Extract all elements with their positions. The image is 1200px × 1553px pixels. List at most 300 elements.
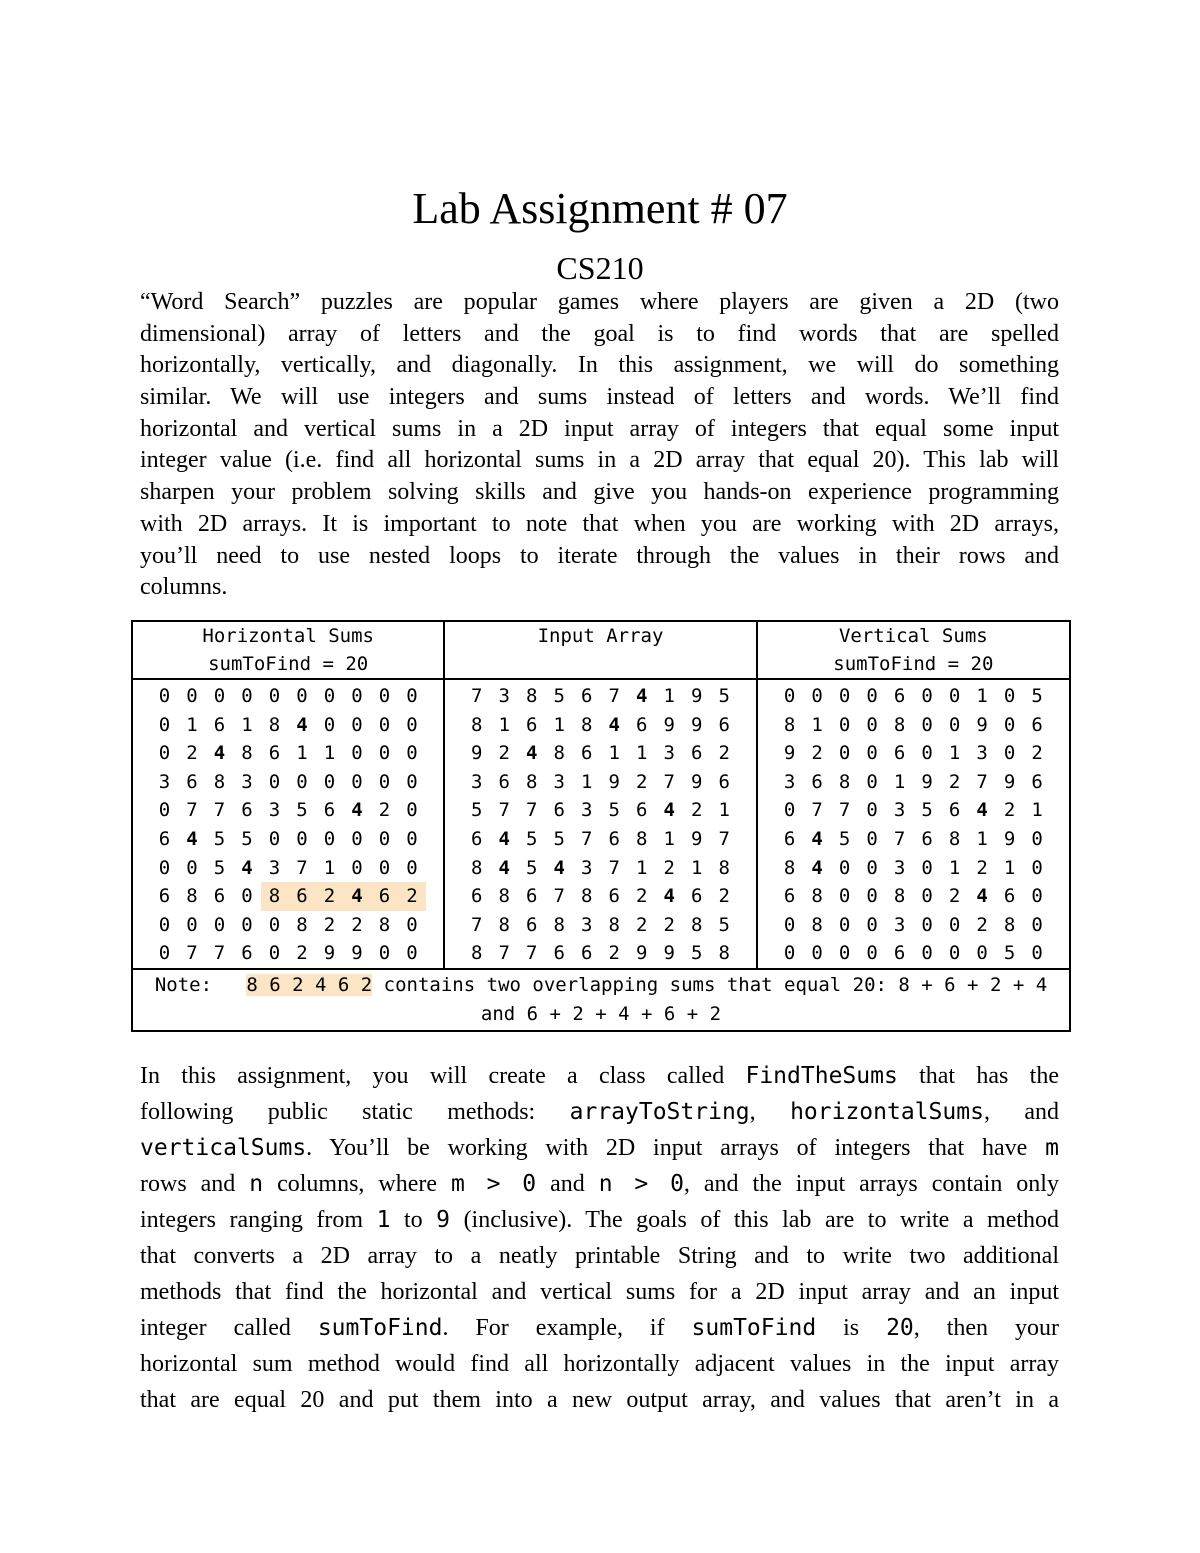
matrix-cell: 6 bbox=[213, 713, 226, 736]
matrix-cell: 2 bbox=[718, 742, 730, 765]
header-horizontal bbox=[132, 621, 444, 679]
code-var: m bbox=[1045, 1135, 1059, 1161]
matrix-cell: 2 bbox=[1031, 742, 1043, 765]
matrix-cell: 4 bbox=[608, 713, 620, 736]
matrix-cell: 0 bbox=[838, 913, 851, 936]
matrix-cell: 0 bbox=[241, 685, 253, 707]
matrix-cell: 6 bbox=[608, 885, 620, 908]
matrix-cell: 2 bbox=[323, 913, 336, 936]
note-text: contains two overlapping sums that equal 20: 8 + 6 + 2 + 4 and 6 + 2 + 4 + 6 + 2 bbox=[372, 973, 1048, 1025]
matrix-cell: 0 bbox=[378, 827, 391, 850]
matrix-cell: 0 bbox=[268, 827, 281, 850]
matrix-cell: 4 bbox=[343, 882, 371, 911]
matrix-cell: 0 bbox=[866, 856, 878, 879]
matrix-cell: 2 bbox=[663, 913, 675, 936]
matrix-cell: 0 bbox=[406, 913, 418, 936]
matrix-cell: 1 bbox=[691, 856, 703, 879]
matrix-cell: 0 bbox=[323, 685, 336, 707]
sums-table bbox=[131, 620, 1071, 1032]
matrix-cell: 2 bbox=[636, 770, 648, 793]
matrix-row bbox=[133, 682, 443, 711]
matrix-cell: 0 bbox=[866, 713, 878, 736]
matrix-cell: 0 bbox=[1031, 856, 1043, 879]
vertical-sums-matrix bbox=[757, 679, 1070, 969]
matrix-cell: 0 bbox=[811, 685, 823, 707]
matrix-cell: 9 bbox=[1003, 827, 1016, 850]
matrix-cell: 8 bbox=[581, 713, 593, 736]
matrix-cell: 8 bbox=[783, 856, 796, 879]
matrix-cell: 6 bbox=[498, 770, 510, 793]
matrix-cell: 1 bbox=[976, 685, 988, 707]
matrix-cell: 6 bbox=[1003, 885, 1016, 908]
matrix-cell: 4 bbox=[976, 885, 988, 908]
matrix-row bbox=[445, 711, 755, 740]
matrix-cell: 7 bbox=[608, 685, 620, 707]
matrix-cell: 6 bbox=[288, 882, 316, 911]
matrix-cell: 0 bbox=[838, 685, 851, 707]
code-literal: 20 bbox=[886, 1315, 914, 1341]
matrix-cell: 0 bbox=[838, 942, 851, 965]
note-prefix: Note: bbox=[154, 973, 213, 996]
matrix-cell: 0 bbox=[866, 827, 878, 850]
matrix-cell: 0 bbox=[378, 942, 391, 965]
matrix-cell: 4 bbox=[976, 799, 988, 822]
matrix-cell: 0 bbox=[921, 742, 933, 765]
matrix-cell: 7 bbox=[976, 770, 988, 793]
matrix-cell: 6 bbox=[636, 713, 648, 736]
matrix-cell: 6 bbox=[1031, 713, 1043, 736]
matrix-cell: 1 bbox=[948, 856, 961, 879]
matrix-cell: 1 bbox=[948, 742, 961, 765]
matrix-cell: 0 bbox=[351, 856, 363, 879]
matrix-cell: 3 bbox=[553, 770, 565, 793]
matrix-cell: 2 bbox=[636, 913, 648, 936]
matrix-cell: 0 bbox=[866, 770, 878, 793]
matrix-cell: 6 bbox=[718, 713, 730, 736]
matrix-cell: 1 bbox=[663, 685, 675, 707]
matrix-cell: 7 bbox=[213, 942, 226, 965]
matrix-cell: 0 bbox=[186, 685, 198, 707]
matrix-cell: 8 bbox=[1003, 913, 1016, 936]
matrix-cell: 7 bbox=[471, 685, 483, 707]
matrix-cell: 0 bbox=[378, 742, 391, 765]
matrix-cell: 2 bbox=[608, 942, 620, 965]
second-paragraph bbox=[140, 1058, 1059, 1418]
matrix-cell: 5 bbox=[241, 827, 253, 850]
matrix-cell: 0 bbox=[783, 685, 796, 707]
para-line: integers ranging from 1 to 9 (inclusive). The goals of this lab are to write a method bbox=[140, 1207, 1060, 1233]
code-literal: 1 bbox=[376, 1207, 391, 1233]
matrix-cell: 8 bbox=[378, 913, 391, 936]
matrix-cell: 3 bbox=[158, 770, 171, 793]
matrix-cell: 3 bbox=[581, 856, 593, 879]
matrix-cell: 1 bbox=[581, 770, 593, 793]
matrix-row bbox=[758, 711, 1069, 740]
para-line: horizontal sum method would find all horizontally adjacent values in the input array bbox=[140, 1351, 1059, 1377]
matrix-cell: 4 bbox=[811, 856, 823, 879]
matrix-cell: 5 bbox=[553, 827, 565, 850]
matrix-cell: 2 bbox=[718, 885, 730, 908]
matrix-cell: 7 bbox=[553, 885, 565, 908]
matrix-cell: 0 bbox=[811, 942, 823, 965]
matrix-cell: 0 bbox=[921, 856, 933, 879]
matrix-cell: 8 bbox=[553, 742, 565, 765]
matrix-cell: 8 bbox=[893, 713, 906, 736]
matrix-cell: 0 bbox=[406, 799, 418, 822]
matrix-cell: 0 bbox=[158, 942, 171, 965]
matrix-cell: 0 bbox=[378, 685, 391, 707]
matrix-cell: 1 bbox=[323, 742, 336, 765]
matrix-row bbox=[758, 796, 1069, 825]
intro-line: integer value (i.e. find all horizontal sums in a 2D array that equal 20). This lab will bbox=[140, 447, 1059, 474]
matrix-cell: 0 bbox=[838, 885, 851, 908]
matrix-cell: 9 bbox=[1003, 770, 1016, 793]
matrix-cell: 1 bbox=[553, 713, 565, 736]
matrix-row bbox=[133, 911, 443, 940]
intro-line: columns. bbox=[140, 574, 228, 601]
matrix-cell: 4 bbox=[498, 856, 510, 879]
matrix-cell: 7 bbox=[526, 942, 538, 965]
matrix-cell: 3 bbox=[893, 856, 906, 879]
intro-line: with 2D arrays. It is important to note that when you are working with 2D arrays, bbox=[140, 510, 1059, 537]
matrix-cell: 8 bbox=[186, 885, 198, 908]
matrix-cell: 5 bbox=[553, 685, 565, 707]
matrix-row bbox=[758, 768, 1069, 797]
matrix-cell: 4 bbox=[498, 827, 510, 850]
para-line: that are equal 20 and put them into a new output array, and values that aren’t in a bbox=[140, 1387, 1059, 1413]
matrix-cell: 0 bbox=[948, 913, 961, 936]
matrix-cell: 8 bbox=[838, 770, 851, 793]
matrix-cell: 2 bbox=[378, 799, 391, 822]
code-var: n bbox=[249, 1171, 264, 1197]
matrix-cell: 9 bbox=[691, 770, 703, 793]
matrix-cell: 0 bbox=[323, 770, 336, 793]
matrix-cell: 7 bbox=[186, 942, 198, 965]
matrix-cell: 0 bbox=[783, 913, 796, 936]
matrix-cell: 0 bbox=[1031, 942, 1043, 965]
matrix-row bbox=[445, 911, 755, 940]
matrix-cell: 9 bbox=[691, 685, 703, 707]
matrix-cell: 0 bbox=[351, 713, 363, 736]
matrix-cell: 8 bbox=[241, 742, 253, 765]
matrix-cell: 8 bbox=[498, 885, 510, 908]
matrix-cell: 1 bbox=[186, 713, 198, 736]
para-line: rows and n columns, where m > 0 and n > 0, and the input arrays contain only bbox=[140, 1171, 1059, 1197]
matrix-cell: 7 bbox=[608, 856, 620, 879]
matrix-cell: 6 bbox=[636, 799, 648, 822]
matrix-cell: 4 bbox=[186, 827, 198, 850]
matrix-cell: 7 bbox=[838, 799, 851, 822]
matrix-cell: 4 bbox=[213, 742, 226, 765]
matrix-cell: 0 bbox=[351, 685, 363, 707]
matrix-cell: 7 bbox=[526, 799, 538, 822]
matrix-cell: 8 bbox=[811, 913, 823, 936]
matrix-cell: 8 bbox=[471, 942, 483, 965]
matrix-cell: 6 bbox=[581, 742, 593, 765]
matrix-cell: 6 bbox=[811, 770, 823, 793]
matrix-cell: 7 bbox=[498, 799, 510, 822]
matrix-cell: 0 bbox=[406, 827, 418, 850]
matrix-cell: 0 bbox=[921, 913, 933, 936]
para-line: verticalSums. You’ll be working with 2D input arrays of integers that have m bbox=[140, 1135, 1059, 1161]
matrix-cell: 2 bbox=[691, 799, 703, 822]
matrix-cell: 0 bbox=[783, 799, 796, 822]
matrix-cell: 6 bbox=[213, 885, 226, 908]
matrix-cell: 5 bbox=[471, 799, 483, 822]
matrix-cell: 8 bbox=[268, 713, 281, 736]
matrix-cell: 0 bbox=[406, 942, 418, 965]
matrix-cell: 2 bbox=[948, 885, 961, 908]
matrix-cell: 6 bbox=[526, 713, 538, 736]
matrix-row bbox=[758, 682, 1069, 711]
matrix-cell: 6 bbox=[471, 827, 483, 850]
matrix-cell: 8 bbox=[948, 827, 961, 850]
matrix-row bbox=[758, 739, 1069, 768]
matrix-row bbox=[133, 711, 443, 740]
intro-paragraph bbox=[140, 287, 1059, 604]
matrix-cell: 0 bbox=[1003, 713, 1016, 736]
page-title: Lab Assignment # 07 bbox=[412, 184, 788, 233]
matrix-cell: 0 bbox=[351, 770, 363, 793]
matrix-cell: 0 bbox=[241, 885, 253, 908]
matrix-cell: 7 bbox=[296, 856, 308, 879]
matrix-cell: 5 bbox=[838, 827, 851, 850]
matrix-cell: 6 bbox=[526, 885, 538, 908]
matrix-cell: 0 bbox=[406, 770, 418, 793]
matrix-cell: 0 bbox=[406, 685, 418, 707]
matrix-cell: 8 bbox=[783, 713, 796, 736]
matrix-cell: 6 bbox=[553, 799, 565, 822]
matrix-cell: 3 bbox=[663, 742, 675, 765]
matrix-cell: 1 bbox=[718, 799, 730, 822]
matrix-cell: 0 bbox=[948, 685, 961, 707]
matrix-cell: 0 bbox=[406, 742, 418, 765]
intro-line: similar. We will use integers and sums instead of letters and words. We’ll find bbox=[140, 384, 1059, 411]
matrix-cell: 5 bbox=[718, 685, 730, 707]
code-method: horizontalSums bbox=[790, 1099, 984, 1125]
matrix-cell: 8 bbox=[471, 713, 483, 736]
matrix-cell: 3 bbox=[976, 742, 988, 765]
matrix-cell: 2 bbox=[811, 742, 823, 765]
matrix-cell: 6 bbox=[581, 685, 593, 707]
matrix-cell: 0 bbox=[158, 856, 171, 879]
matrix-cell: 1 bbox=[636, 856, 648, 879]
matrix-cell: 0 bbox=[268, 942, 281, 965]
matrix-cell: 0 bbox=[351, 742, 363, 765]
matrix-cell: 2 bbox=[398, 882, 426, 911]
matrix-cell: 8 bbox=[718, 856, 730, 879]
matrix-cell: 0 bbox=[406, 713, 418, 736]
code-classname: FindTheSums bbox=[745, 1063, 898, 1089]
matrix-cell: 6 bbox=[471, 885, 483, 908]
matrix-cell: 8 bbox=[213, 770, 226, 793]
code-expr: m > 0 bbox=[450, 1171, 537, 1197]
matrix-cell: 0 bbox=[866, 913, 878, 936]
matrix-cell: 9 bbox=[323, 942, 336, 965]
matrix-cell: 4 bbox=[636, 685, 648, 707]
matrix-cell: 3 bbox=[783, 770, 796, 793]
matrix-cell: 6 bbox=[158, 885, 171, 908]
matrix-row bbox=[133, 854, 443, 883]
matrix-cell: 4 bbox=[553, 856, 565, 879]
header-input bbox=[444, 621, 756, 679]
matrix-cell: 1 bbox=[636, 742, 648, 765]
code-var: sumToFind bbox=[691, 1315, 817, 1341]
matrix-cell: 4 bbox=[526, 742, 538, 765]
matrix-row bbox=[758, 882, 1069, 911]
matrix-cell: 2 bbox=[186, 742, 198, 765]
matrix-cell: 0 bbox=[296, 827, 308, 850]
matrix-cell: 6 bbox=[691, 742, 703, 765]
matrix-row bbox=[758, 825, 1069, 854]
matrix-cell: 2 bbox=[976, 856, 988, 879]
matrix-cell: 0 bbox=[323, 713, 336, 736]
matrix-cell: 5 bbox=[718, 913, 730, 936]
matrix-row bbox=[445, 739, 755, 768]
matrix-cell: 3 bbox=[471, 770, 483, 793]
code-expr: n > 0 bbox=[598, 1171, 684, 1197]
code-method: arrayToString bbox=[569, 1099, 750, 1125]
matrix-cell: 6 bbox=[921, 827, 933, 850]
matrix-cell: 0 bbox=[921, 685, 933, 707]
matrix-cell: 5 bbox=[608, 799, 620, 822]
matrix-row bbox=[758, 911, 1069, 940]
matrix-cell: 0 bbox=[158, 742, 171, 765]
matrix-cell: 9 bbox=[691, 713, 703, 736]
matrix-cell: 8 bbox=[526, 685, 538, 707]
header-subtitle: sumToFind = 20 bbox=[208, 653, 369, 675]
matrix-cell: 4 bbox=[663, 799, 675, 822]
matrix-row bbox=[758, 939, 1069, 968]
matrix-cell: 2 bbox=[351, 913, 363, 936]
matrix-cell: 6 bbox=[1031, 770, 1043, 793]
matrix-cell: 0 bbox=[158, 713, 171, 736]
matrix-cell: 0 bbox=[838, 856, 851, 879]
code-method: verticalSums bbox=[140, 1135, 307, 1161]
matrix-row bbox=[758, 854, 1069, 883]
matrix-cell: 5 bbox=[1003, 942, 1016, 965]
matrix-cell: 6 bbox=[893, 685, 906, 707]
matrix-row bbox=[445, 825, 755, 854]
matrix-cell: 6 bbox=[323, 799, 336, 822]
matrix-cell: 9 bbox=[608, 770, 620, 793]
matrix-cell: 0 bbox=[323, 827, 336, 850]
matrix-cell: 6 bbox=[691, 885, 703, 908]
matrix-cell: 0 bbox=[213, 685, 226, 707]
matrix-cell: 8 bbox=[498, 913, 510, 936]
matrix-cell: 1 bbox=[893, 770, 906, 793]
matrix-cell: 4 bbox=[241, 856, 253, 879]
horizontal-sums-matrix bbox=[132, 679, 444, 969]
matrix-cell: 8 bbox=[691, 913, 703, 936]
matrix-cell: 9 bbox=[471, 742, 483, 765]
matrix-cell: 6 bbox=[948, 799, 961, 822]
matrix-row bbox=[445, 882, 755, 911]
matrix-cell: 1 bbox=[976, 827, 988, 850]
matrix-cell: 0 bbox=[866, 885, 878, 908]
matrix-cell: 0 bbox=[158, 913, 171, 936]
matrix-cell: 1 bbox=[811, 713, 823, 736]
matrix-cell: 1 bbox=[296, 742, 308, 765]
para-line: In this assignment, you will create a class called FindTheSums that has the bbox=[140, 1063, 1059, 1089]
matrix-cell: 1 bbox=[663, 827, 675, 850]
matrix-cell: 0 bbox=[976, 942, 988, 965]
matrix-cell: 8 bbox=[261, 882, 289, 911]
matrix-cell: 0 bbox=[948, 713, 961, 736]
matrix-cell: 0 bbox=[158, 799, 171, 822]
matrix-cell: 0 bbox=[948, 942, 961, 965]
matrix-cell: 3 bbox=[893, 799, 906, 822]
matrix-cell: 7 bbox=[581, 827, 593, 850]
matrix-cell: 0 bbox=[268, 770, 281, 793]
intro-line: “Word Search” puzzles are popular games where players are given a 2D (two bbox=[140, 289, 1059, 315]
matrix-cell: 0 bbox=[1031, 885, 1043, 908]
matrix-cell: 0 bbox=[186, 856, 198, 879]
matrix-cell: 2 bbox=[498, 742, 510, 765]
matrix-cell: 6 bbox=[718, 770, 730, 793]
para-line: that converts a 2D array to a neatly printable String and to write two additional bbox=[140, 1243, 1059, 1269]
matrix-cell: 7 bbox=[498, 942, 510, 965]
matrix-cell: 0 bbox=[213, 913, 226, 936]
matrix-cell: 5 bbox=[296, 799, 308, 822]
matrix-cell: 8 bbox=[893, 885, 906, 908]
note-sequence: 8 6 2 4 6 2 bbox=[246, 973, 373, 996]
matrix-cell: 7 bbox=[718, 827, 730, 850]
matrix-cell: 0 bbox=[378, 770, 391, 793]
matrix-cell: 9 bbox=[663, 942, 675, 965]
header-subtitle: sumToFind = 20 bbox=[833, 653, 994, 675]
matrix-cell: 8 bbox=[296, 913, 308, 936]
matrix-cell: 9 bbox=[351, 942, 363, 965]
matrix-cell: 8 bbox=[471, 856, 483, 879]
intro-line: you’ll need to use nested loops to iterate through the values in their rows and bbox=[140, 542, 1059, 569]
matrix-row bbox=[445, 768, 755, 797]
matrix-cell: 5 bbox=[691, 942, 703, 965]
matrix-cell: 2 bbox=[1003, 799, 1016, 822]
matrix-cell: 3 bbox=[268, 799, 281, 822]
matrix-cell: 3 bbox=[498, 685, 510, 707]
matrix-cell: 0 bbox=[406, 856, 418, 879]
matrix-cell: 8 bbox=[553, 913, 565, 936]
matrix-cell: 3 bbox=[581, 913, 593, 936]
matrix-cell: 6 bbox=[186, 770, 198, 793]
table-note bbox=[132, 969, 1070, 1031]
matrix-cell: 9 bbox=[783, 742, 796, 765]
matrix-cell: 0 bbox=[838, 742, 851, 765]
matrix-cell: 7 bbox=[186, 799, 198, 822]
matrix-cell: 1 bbox=[323, 856, 336, 879]
matrix-cell: 0 bbox=[838, 713, 851, 736]
matrix-cell: 5 bbox=[213, 856, 226, 879]
matrix-cell: 2 bbox=[976, 913, 988, 936]
matrix-cell: 0 bbox=[296, 770, 308, 793]
matrix-cell: 9 bbox=[976, 713, 988, 736]
intro-line: dimensional) array of letters and the goal is to find words that are spelled bbox=[140, 320, 1059, 347]
header-title: Horizontal Sums bbox=[202, 625, 374, 647]
matrix-cell: 0 bbox=[1031, 827, 1043, 850]
matrix-cell: 0 bbox=[921, 885, 933, 908]
header-vertical bbox=[757, 621, 1070, 679]
matrix-cell: 0 bbox=[296, 685, 308, 707]
matrix-row bbox=[133, 825, 443, 854]
input-array-matrix bbox=[444, 679, 756, 969]
matrix-cell: 0 bbox=[1031, 913, 1043, 936]
matrix-cell: 3 bbox=[893, 913, 906, 936]
matrix-cell: 4 bbox=[351, 799, 363, 822]
matrix-cell: 9 bbox=[636, 942, 648, 965]
para-line: methods that find the horizontal and vertical sums for a 2D input array and an input bbox=[140, 1279, 1059, 1305]
matrix-cell: 4 bbox=[296, 713, 308, 736]
